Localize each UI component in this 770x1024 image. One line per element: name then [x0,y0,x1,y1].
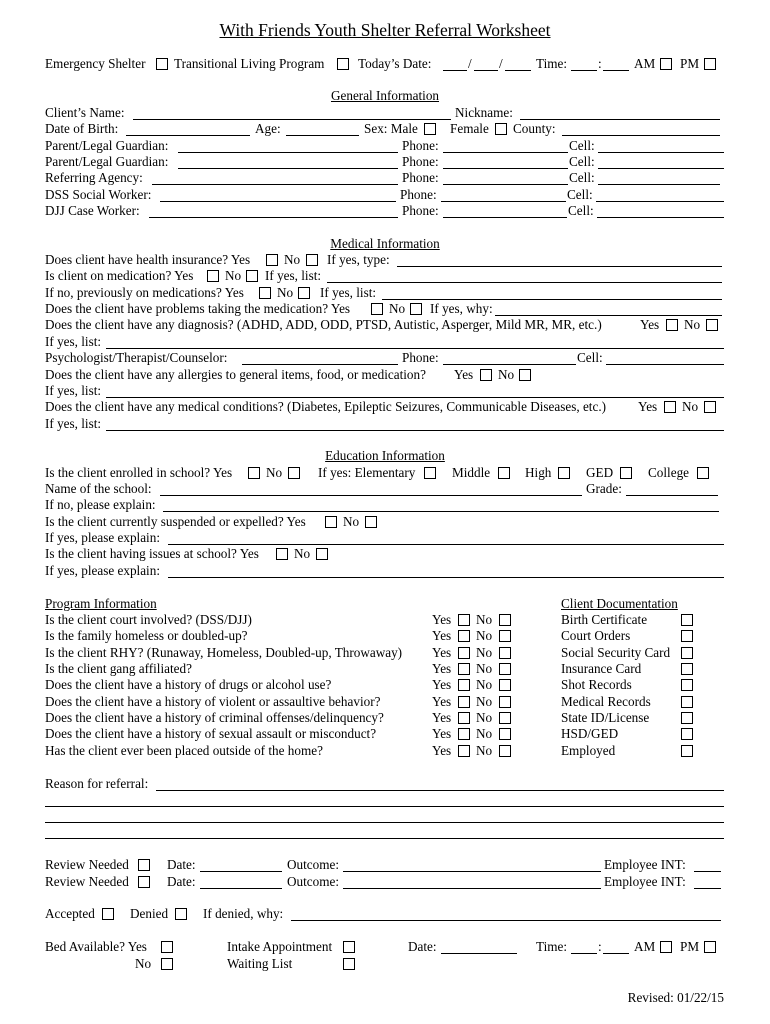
djj-worker-cell-label: Cell: [568,203,594,218]
allergies-yes-checkbox[interactable] [480,369,492,381]
referring-agency-phone-field[interactable] [443,184,568,185]
diagnosis-yes-label: Yes [640,317,660,332]
documentation-item-label: Birth Certificate [561,612,648,627]
review-needed-2-checkbox[interactable] [138,876,150,888]
djj-worker-cell-field[interactable] [597,217,724,218]
school-issues-question: Is the client having issues at school? Yes [45,546,259,561]
documentation-item-checkbox[interactable] [681,647,693,659]
documentation-item-checkbox[interactable] [681,696,693,708]
diagnosis-list-field[interactable] [106,348,724,349]
review-1-date-label: Date: [167,857,196,872]
dss-worker-phone-label: Phone: [400,187,437,202]
school-issues-explain-label: If yes, please explain: [45,563,160,578]
program-yes-checkbox[interactable] [458,647,470,659]
program-yes-label: Yes [432,694,452,709]
ged-checkbox[interactable] [620,467,632,479]
program-no-checkbox[interactable] [499,630,511,642]
program-no-label: No [476,726,493,741]
program-no-label: No [476,661,493,676]
parent-guardian-2-field[interactable] [178,168,398,169]
reason-referral-field-4[interactable] [45,838,724,839]
problems-taking-question: Does the client have problems taking the medication? Yes [45,301,351,316]
transitional-living-label: Transitional Living Program [174,56,325,71]
reason-referral-field-2[interactable] [45,806,724,807]
middle-label: Middle [452,465,491,480]
psychologist-cell-label: Cell: [577,350,603,365]
program-question: Is the client gang affiliated? [45,661,192,676]
program-yes-checkbox[interactable] [458,712,470,724]
documentation-item-checkbox[interactable] [681,745,693,757]
nickname-label: Nickname: [455,105,513,120]
program-no-checkbox[interactable] [499,712,511,724]
enrolled-yes-checkbox[interactable] [248,467,260,479]
documentation-item-label: Insurance Card [561,661,642,676]
allergies-no-checkbox[interactable] [519,369,531,381]
psychologist-field[interactable] [242,364,398,365]
djj-worker-field[interactable] [149,217,398,218]
intake-am-checkbox[interactable] [660,941,672,953]
previously-on-no-checkbox[interactable] [298,287,310,299]
revised-date: Revised: 01/22/15 [627,990,724,1005]
program-yes-label: Yes [432,743,452,758]
not-enrolled-explain-label: If no, please explain: [45,497,156,512]
previously-on-no-label: No [277,285,294,300]
djj-worker-label: DJJ Case Worker: [45,203,140,218]
medical-info-heading: Medical Information [330,236,440,251]
bed-available-yes-label: Bed Available? Yes [45,939,147,954]
program-yes-label: Yes [432,645,452,660]
documentation-item-label: Medical Records [561,694,651,709]
problems-taking-why-label: If yes, why: [430,301,493,316]
dss-worker-cell-label: Cell: [567,187,593,202]
middle-checkbox[interactable] [498,467,510,479]
review-2-employee-label: Employee INT: [604,874,686,889]
program-info-heading: Program Information [45,596,157,611]
on-medication-question: Is client on medication? Yes [45,268,194,283]
psychologist-cell-field[interactable] [606,364,724,365]
parent-guardian-2-phone-label: Phone: [402,154,439,169]
am-checkbox[interactable] [660,58,672,70]
school-issues-yes-checkbox[interactable] [276,548,288,560]
program-yes-checkbox[interactable] [458,630,470,642]
conditions-yes-checkbox[interactable] [664,401,676,413]
conditions-no-checkbox[interactable] [704,401,716,413]
grade-label: Grade: [586,481,622,496]
reason-referral-label: Reason for referral: [45,776,149,791]
documentation-item-checkbox[interactable] [681,614,693,626]
documentation-item-checkbox[interactable] [681,728,693,740]
on-medication-no-label: No [225,268,242,283]
intake-time-minute-field[interactable] [603,953,629,954]
referring-agency-phone-label: Phone: [402,170,439,185]
bed-available-no-label: No [135,956,152,971]
college-label: College [648,465,690,480]
time-hour-field[interactable] [571,70,597,71]
program-no-checkbox[interactable] [499,728,511,740]
program-no-label: No [476,743,493,758]
referring-agency-cell-field[interactable] [598,184,720,185]
accepted-label: Accepted [45,906,95,921]
parent-guardian-2-label: Parent/Legal Guardian: [45,154,169,169]
on-medication-list-label: If yes, list: [265,268,322,283]
intake-am-label: AM [634,939,656,954]
nickname-field[interactable] [520,119,720,120]
review-2-employee-field[interactable] [694,888,721,889]
program-yes-label: Yes [432,710,452,725]
on-medication-yes-checkbox[interactable] [207,270,219,282]
problems-taking-no-checkbox[interactable] [410,303,422,315]
documentation-item-label: Shot Records [561,677,632,692]
review-1-employee-field[interactable] [694,871,721,872]
psychologist-phone-field[interactable] [443,364,576,365]
program-yes-checkbox[interactable] [458,696,470,708]
program-yes-label: Yes [432,661,452,676]
emergency-shelter-checkbox[interactable] [156,58,168,70]
documentation-item-label: HSD/GED [561,726,619,741]
am-label: AM [634,56,656,71]
program-yes-checkbox[interactable] [458,745,470,757]
emergency-shelter-label: Emergency Shelter [45,56,146,71]
time-label: Time: [536,56,568,71]
high-checkbox[interactable] [558,467,570,479]
documentation-item-label: Court Orders [561,628,631,643]
program-yes-checkbox[interactable] [458,679,470,691]
problems-taking-yes-checkbox[interactable] [371,303,383,315]
documentation-item-label: Social Security Card [561,645,671,660]
suspended-no-checkbox[interactable] [365,516,377,528]
on-medication-no-checkbox[interactable] [246,270,258,282]
enrolled-no-label: No [266,465,283,480]
date-slash-1: / [468,56,472,71]
review-2-outcome-label: Outcome: [287,874,340,889]
documentation-item-checkbox[interactable] [681,679,693,691]
allergies-list-label: If yes, list: [45,383,102,398]
review-1-outcome-field[interactable] [343,871,601,872]
female-checkbox[interactable] [495,123,507,135]
program-yes-checkbox[interactable] [458,614,470,626]
date-month-field[interactable] [443,70,467,71]
date-slash-2: / [499,56,503,71]
health-insurance-type-label: If yes, type: [327,252,390,267]
parent-guardian-1-cell-field[interactable] [598,152,724,153]
not-enrolled-explain-field[interactable] [163,511,719,512]
program-no-label: No [476,612,493,627]
diagnosis-no-checkbox[interactable] [706,319,718,331]
program-no-checkbox[interactable] [499,696,511,708]
transitional-living-checkbox[interactable] [337,58,349,70]
intake-time-hour-field[interactable] [571,953,597,954]
parent-guardian-1-cell-label: Cell: [569,138,595,153]
review-1-date-field[interactable] [200,871,282,872]
school-issues-no-checkbox[interactable] [316,548,328,560]
program-no-label: No [476,677,493,692]
form-title: With Friends Youth Shelter Referral Worksheet [219,20,551,40]
denied-checkbox[interactable] [175,908,187,920]
elementary-checkbox[interactable] [424,467,436,479]
referring-agency-cell-label: Cell: [569,170,595,185]
dss-worker-label: DSS Social Worker: [45,187,152,202]
program-question: Does the client have a history of drugs or alcohol use? [45,677,332,692]
education-info-heading: Education Information [325,448,445,463]
female-label: Female [450,121,489,136]
djj-worker-phone-label: Phone: [402,203,439,218]
program-no-label: No [476,710,493,725]
review-needed-2-label: Review Needed [45,874,129,889]
suspended-yes-checkbox[interactable] [325,516,337,528]
program-question: Does the client have a history of violent or assaultive behavior? [45,694,381,709]
diagnosis-question: Does the client have any diagnosis? (ADHD, ADD, ODD, PTSD, Autistic, Asperger, Mild MR, MR, etc.) [45,317,602,332]
psychologist-phone-label: Phone: [402,350,439,365]
review-2-outcome-field[interactable] [343,888,601,889]
referring-agency-label: Referring Agency: [45,170,143,185]
parent-guardian-1-label: Parent/Legal Guardian: [45,138,169,153]
intake-pm-checkbox[interactable] [704,941,716,953]
documentation-item-label: State ID/License [561,710,650,725]
health-insurance-type-field[interactable] [397,266,722,267]
conditions-list-field[interactable] [106,430,724,431]
general-info-heading: General Information [330,88,440,103]
program-yes-checkbox[interactable] [458,728,470,740]
county-label: County: [513,121,556,136]
dob-label: Date of Birth: [45,121,119,136]
if-denied-why-label: If denied, why: [203,906,284,921]
school-name-label: Name of the school: [45,481,152,496]
program-no-checkbox[interactable] [499,663,511,675]
suspended-explain-label: If yes, please explain: [45,530,160,545]
program-question: Has the client ever been placed outside of the home? [45,743,323,758]
program-no-label: No [476,628,493,643]
reason-referral-field-3[interactable] [45,822,724,823]
parent-guardian-2-cell-label: Cell: [569,154,595,169]
psychologist-label: Psychologist/Therapist/Counselor: [45,350,228,365]
parent-guardian-2-phone-field[interactable] [443,168,568,169]
dss-worker-field[interactable] [160,201,396,202]
review-1-outcome-label: Outcome: [287,857,340,872]
grade-field[interactable] [626,495,718,496]
enrolled-no-checkbox[interactable] [288,467,300,479]
school-name-field[interactable] [160,495,582,496]
parent-guardian-1-phone-label: Phone: [402,138,439,153]
county-field[interactable] [562,135,720,136]
previously-on-list-field[interactable] [382,299,722,300]
program-no-checkbox[interactable] [499,647,511,659]
previously-on-yes-checkbox[interactable] [259,287,271,299]
program-no-label: No [476,645,493,660]
referring-agency-field[interactable] [152,184,398,185]
date-day-field[interactable] [474,70,498,71]
reason-referral-field-1[interactable] [156,790,724,791]
program-no-checkbox[interactable] [499,679,511,691]
program-question: Is the family homeless or doubled-up? [45,628,248,643]
clients-name-field[interactable] [133,119,451,120]
parent-guardian-2-cell-field[interactable] [598,168,724,169]
intake-appointment-label: Intake Appointment [227,939,333,954]
review-1-employee-label: Employee INT: [604,857,686,872]
enrolled-question: Is the client enrolled in school? Yes [45,465,233,480]
health-insurance-no-label: No [284,252,301,267]
diagnosis-no-label: No [684,317,701,332]
program-question: Does the client have a history of sexual assault or misconduct? [45,726,377,741]
parent-guardian-1-field[interactable] [178,152,398,153]
intake-time-colon: : [598,939,602,954]
if-denied-why-field[interactable] [291,920,721,921]
school-issues-explain-field[interactable] [168,577,724,578]
health-insurance-no-checkbox[interactable] [306,254,318,266]
waiting-list-label: Waiting List [227,956,293,971]
elementary-label: If yes: Elementary [318,465,416,480]
review-needed-1-checkbox[interactable] [138,859,150,871]
conditions-list-label: If yes, list: [45,416,102,431]
age-label: Age: [255,121,281,136]
age-field[interactable] [286,135,359,136]
parent-guardian-1-phone-field[interactable] [443,152,568,153]
allergies-no-label: No [498,367,515,382]
review-2-date-label: Date: [167,874,196,889]
health-insurance-yes-checkbox[interactable] [266,254,278,266]
time-colon: : [598,56,602,71]
college-checkbox[interactable] [697,467,709,479]
diagnosis-yes-checkbox[interactable] [666,319,678,331]
allergies-yes-label: Yes [454,367,474,382]
program-no-checkbox[interactable] [499,745,511,757]
intake-date-label: Date: [408,939,437,954]
previously-on-list-label: If yes, list: [320,285,377,300]
program-question: Is the client RHY? (Runaway, Homeless, Doubled-up, Throwaway) [45,645,403,660]
health-insurance-question: Does client have health insurance? Yes [45,252,251,267]
conditions-yes-label: Yes [638,399,658,414]
dss-worker-cell-field[interactable] [596,201,724,202]
documentation-item-checkbox[interactable] [681,663,693,675]
waiting-list-checkbox[interactable] [343,958,355,970]
intake-time-label: Time: [536,939,568,954]
time-minute-field[interactable] [603,70,629,71]
suspended-no-label: No [343,514,360,529]
high-label: High [525,465,552,480]
conditions-question: Does the client have any medical conditions? (Diabetes, Epileptic Seizures, Communicable Diseases, etc.) [45,399,607,414]
bed-available-no-checkbox[interactable] [161,958,173,970]
suspended-question: Is the client currently suspended or expelled? Yes [45,514,306,529]
conditions-no-label: No [682,399,699,414]
diagnosis-list-label: If yes, list: [45,334,102,349]
denied-label: Denied [130,906,169,921]
school-issues-no-label: No [294,546,311,561]
problems-taking-why-field[interactable] [495,315,722,316]
previously-on-question: If no, previously on medications? Yes [45,285,244,300]
ged-label: GED [586,465,614,480]
on-medication-list-field[interactable] [327,282,722,283]
intake-date-field[interactable] [441,953,517,954]
pm-checkbox[interactable] [704,58,716,70]
program-no-checkbox[interactable] [499,614,511,626]
djj-worker-phone-field[interactable] [443,217,567,218]
documentation-item-checkbox[interactable] [681,712,693,724]
review-2-date-field[interactable] [200,888,282,889]
intake-appointment-checkbox[interactable] [343,941,355,953]
program-no-label: No [476,694,493,709]
pm-label: PM [680,56,700,71]
program-yes-label: Yes [432,612,452,627]
program-yes-label: Yes [432,677,452,692]
program-yes-label: Yes [432,628,452,643]
clients-name-label: Client’s Name: [45,105,125,120]
program-yes-label: Yes [432,726,452,741]
intake-pm-label: PM [680,939,700,954]
problems-taking-no-label: No [389,301,406,316]
program-question: Is the client court involved? (DSS/DJJ) [45,612,252,627]
program-question: Does the client have a history of criminal offenses/delinquency? [45,710,384,725]
dob-field[interactable] [126,135,250,136]
client-documentation-heading: Client Documentation [561,596,678,611]
documentation-item-label: Employed [561,743,616,758]
male-checkbox[interactable] [424,123,436,135]
allergies-question: Does the client have any allergies to general items, food, or medication? [45,367,426,382]
bed-available-yes-checkbox[interactable] [161,941,173,953]
todays-date-label: Today’s Date: [358,56,432,71]
accepted-checkbox[interactable] [102,908,114,920]
program-yes-checkbox[interactable] [458,663,470,675]
allergies-list-field[interactable] [106,397,724,398]
sex-male-label: Sex: Male [364,121,418,136]
review-needed-1-label: Review Needed [45,857,129,872]
suspended-explain-field[interactable] [168,544,724,545]
documentation-item-checkbox[interactable] [681,630,693,642]
dss-worker-phone-field[interactable] [441,201,566,202]
date-year-field[interactable] [505,70,531,71]
